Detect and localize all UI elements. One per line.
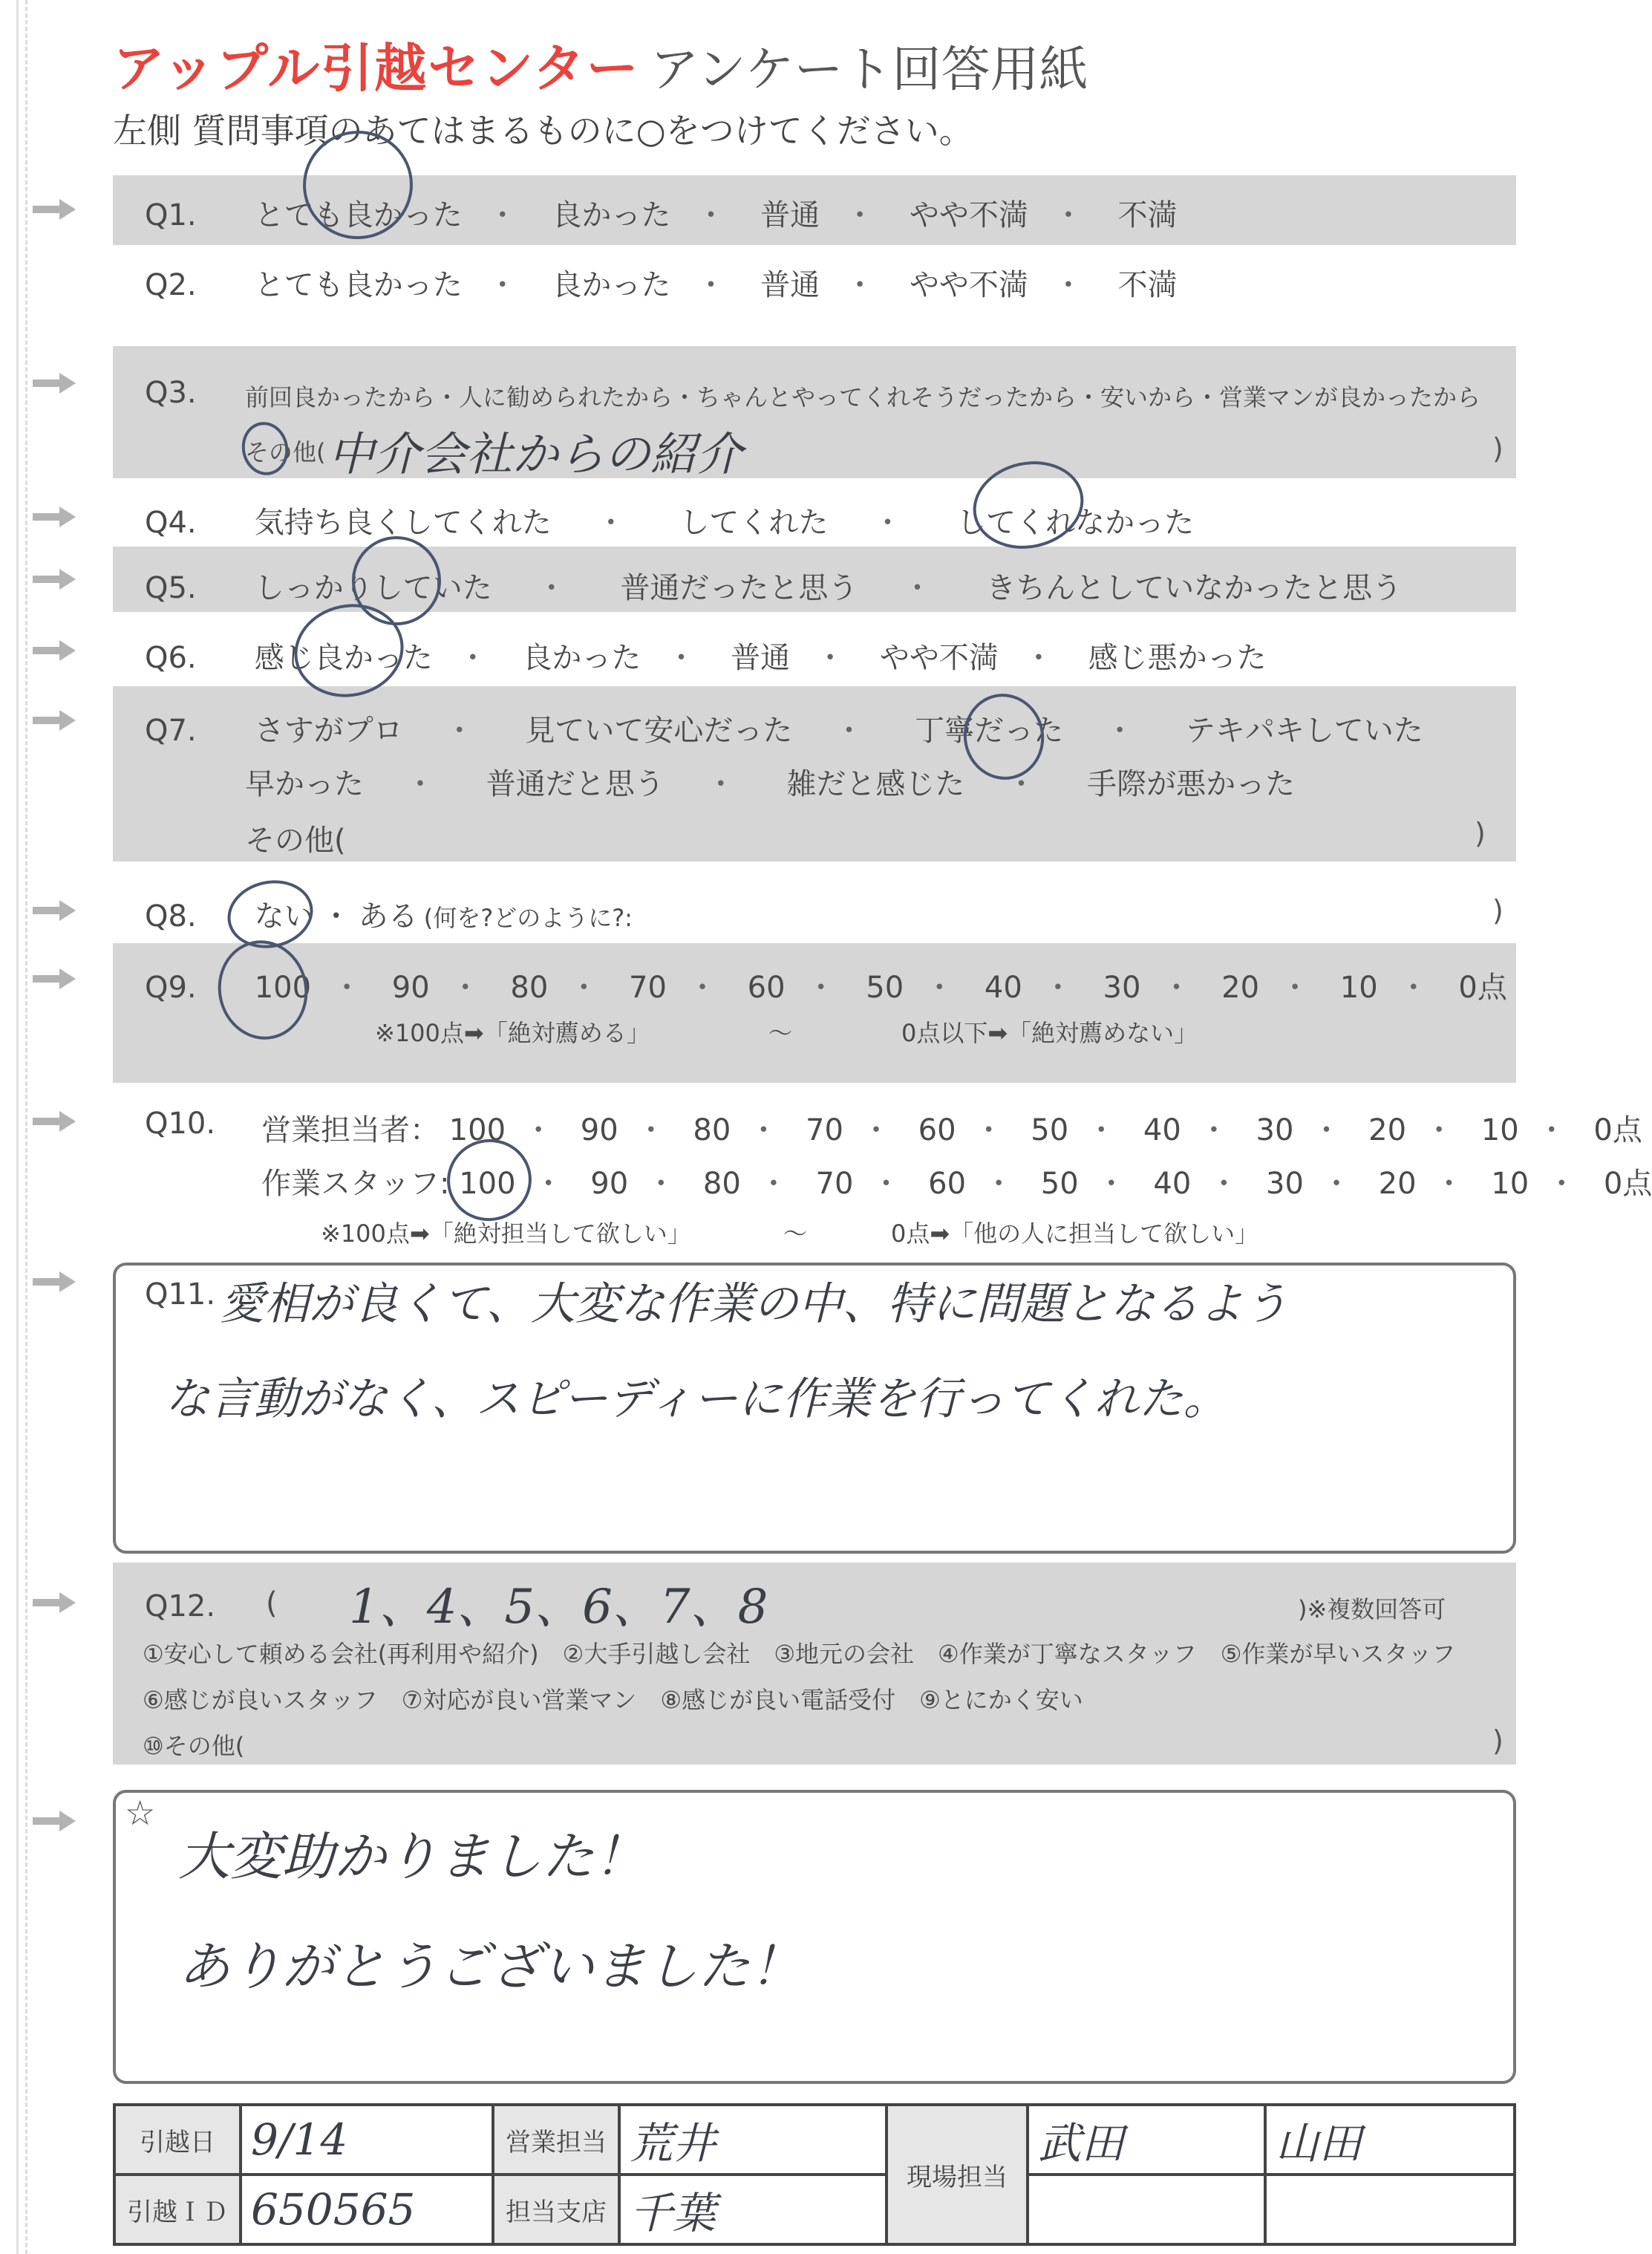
q8-option-yes[interactable]: ある (358, 899, 418, 934)
q8-detail: (何を?どのように?: (423, 904, 633, 932)
q9-score[interactable]: 10 (1339, 971, 1378, 1005)
move-id-label: 引越ＩＤ (114, 2175, 241, 2244)
q7-row-1: Q7. さすがプロ ・ 見ていて安心だった ・ 丁寧だった ・ テキパキしていた (145, 707, 1423, 749)
q10-note-right: 0点➡「他の人に担当して欲しい」 (891, 1219, 1259, 1248)
q6-option[interactable]: 感じ悪かった (1088, 641, 1267, 675)
q10-staff-score[interactable]: 80 (702, 1167, 741, 1201)
q10-sales-score[interactable]: 10 (1480, 1113, 1519, 1147)
arrow-q4-icon (33, 507, 77, 527)
q9-score[interactable]: 80 (510, 971, 549, 1005)
sales-label: 営業担当 (493, 2105, 619, 2175)
q1-option[interactable]: 不満 (1117, 198, 1178, 232)
q9-score[interactable]: 90 (391, 971, 430, 1005)
q7-option[interactable]: テキパキしていた (1185, 714, 1423, 748)
q3-options[interactable]: 前回良かったから・人に勧められたから・ちゃんとやってくれそうだったから・安いから・営業マンが良かったから (245, 383, 1481, 411)
q2-option[interactable]: 不満 (1117, 268, 1178, 302)
q10-sales-score[interactable]: 70 (806, 1113, 843, 1147)
q10-staff-row: 作業スタッフ: 100 ・ 90 ・ 80 ・ 70 ・ 60 ・ 50 ・ 40 ・ 30 ・ 20 ・ 10 ・ 0点 (261, 1160, 1652, 1202)
q10-sales-score[interactable]: 20 (1368, 1113, 1407, 1147)
q10-staff-score[interactable]: 60 (928, 1167, 967, 1201)
q12-options-line-1[interactable]: ①安心して頼める会社(再利用や紹介) ②大手引越し会社 ③地元の会社 ④作業が丁寧なスタッフ ⑤作業が早いスタッフ (143, 1640, 1456, 1668)
q9-score[interactable]: 50 (866, 971, 904, 1005)
q10-staff-score[interactable]: 30 (1266, 1167, 1304, 1201)
q10-staff-label: 作業スタッフ: (261, 1167, 450, 1201)
arrow-q9-icon (33, 968, 77, 989)
q9-score[interactable]: 0点 (1458, 971, 1507, 1005)
q10-sales-score[interactable]: 100 (448, 1113, 506, 1147)
arrow-q7-icon (33, 710, 77, 731)
q9-label: Q9. (145, 971, 197, 1005)
q7-option[interactable]: 手際が悪かった (1087, 767, 1296, 801)
q6-option[interactable]: 感じ良かった (254, 641, 433, 675)
q1-row: Q1. とても良かった ・ 良かった ・ 普通 ・ やや不満 ・ 不満 (145, 192, 1178, 234)
branch-label: 担当支店 (493, 2175, 619, 2244)
q8-option-no[interactable]: ない (254, 899, 314, 934)
q6-label: Q6. (145, 641, 197, 675)
site-extra-2[interactable] (1265, 2175, 1515, 2244)
comment-line-1[interactable]: 大変助かりました！ (178, 1826, 646, 1887)
q1-option[interactable]: 良かった (552, 198, 671, 232)
q11-label: Q11. (145, 1277, 216, 1312)
q9-score[interactable]: 100 (254, 971, 312, 1005)
q7-option[interactable]: 丁寧だった (915, 714, 1064, 748)
q9-score[interactable]: 20 (1221, 971, 1260, 1005)
q6-row: Q6. 感じ良かった ・ 良かった ・ 普通 ・ やや不満 ・ 感じ悪かった (145, 634, 1267, 677)
arrow-q3-icon (33, 373, 77, 394)
q10-staff-score[interactable]: 90 (590, 1167, 629, 1201)
q10-staff-score[interactable]: 50 (1040, 1167, 1079, 1201)
q5-option[interactable]: 普通だったと思う (620, 571, 858, 605)
q4-option[interactable]: 気持ち良くしてくれた (254, 506, 552, 540)
q2-option[interactable]: とても良かった (254, 268, 463, 302)
q12-answer[interactable]: 1、4、5、6、7、8 (349, 1580, 768, 1635)
q7-option[interactable]: さすがプロ (254, 714, 403, 748)
q6-option[interactable]: 普通 (731, 641, 791, 675)
q10-sales-score[interactable]: 80 (693, 1113, 731, 1147)
arrow-q5-icon (33, 569, 77, 590)
brand-name: アップル引越センター (113, 38, 640, 99)
footer-table (113, 2103, 1516, 2246)
q5-option[interactable]: しっかりしていた (254, 571, 492, 605)
q7-label: Q7. (145, 714, 197, 748)
site-label: 現場担当 (887, 2105, 1028, 2244)
q9-row: Q9. 100 ・ 90 ・ 80 ・ 70 ・ 60 ・ 50 ・ 40 ・ 30 ・ 20 ・ 10 ・ 0点 (145, 964, 1507, 1006)
instruction-text: 左側 質問事項のあてはまるものに○をつけてください。 (113, 111, 973, 151)
site-value-1[interactable]: 武田 (1028, 2105, 1265, 2175)
q4-option[interactable]: してくれなかった (956, 506, 1195, 540)
q2-row: Q2. とても良かった ・ 良かった ・ 普通 ・ やや不満 ・ 不満 (145, 261, 1178, 304)
q10-staff-score[interactable]: 0点 (1603, 1167, 1652, 1201)
q1-option[interactable]: とても良かった (254, 198, 463, 232)
q12-label: Q12. (145, 1589, 216, 1623)
q7-option[interactable]: 普通だと思う (486, 767, 665, 801)
q10-note-mid: 〜 (783, 1219, 808, 1248)
binder-perforation (25, 0, 27, 2254)
q10-sales-score[interactable]: 60 (918, 1113, 956, 1147)
arrow-q1-icon (33, 199, 77, 220)
star-icon: ☆ (125, 1793, 156, 1833)
q5-option[interactable]: きちんとしていなかったと思う (986, 571, 1403, 605)
q7-row-2: 早かった ・ 普通だと思う ・ 雑だと感じた ・ 手際が悪かった (245, 760, 1295, 803)
q3-other-label: その他( (245, 438, 326, 466)
q2-option[interactable]: 普通 (760, 268, 820, 302)
move-id-value[interactable]: 650565 (241, 2175, 493, 2244)
q8-label: Q8. (145, 899, 197, 934)
q10-label: Q10. (145, 1107, 216, 1141)
q8-row (145, 893, 633, 935)
page-title (113, 27, 1088, 102)
q9-score[interactable]: 40 (984, 971, 1022, 1005)
q1-label: Q1. (145, 198, 197, 232)
site-value-2[interactable]: 山田 (1265, 2105, 1515, 2175)
q4-row: Q4. 気持ち良くしてくれた ・ してくれた ・ してくれなかった (145, 499, 1194, 541)
q12-close-note: )※複数回答可 (1298, 1595, 1446, 1623)
move-date-value[interactable]: 9/14 (241, 2105, 493, 2175)
q7-other-close: ) (1475, 817, 1486, 850)
site-extra-1[interactable] (1028, 2175, 1265, 2244)
q7-option[interactable]: 見ていて安心だった (525, 714, 793, 748)
q12-open: ( (266, 1586, 278, 1621)
q10-staff-score[interactable]: 100 (459, 1167, 516, 1201)
q11-answer-line-2[interactable]: な言動がなく、スピーディーに作業を行ってくれた。 (165, 1373, 1228, 1425)
arrow-q12-icon (33, 1592, 77, 1613)
q10-sales-score[interactable]: 30 (1256, 1113, 1294, 1147)
q12-options-line-2[interactable]: ⑥感じが良いスタッフ ⑦対応が良い営業マン ⑧感じが良い電話受付 ⑨とにかく安い (143, 1686, 1083, 1714)
q9-score[interactable]: 30 (1103, 971, 1141, 1005)
q2-label: Q2. (145, 268, 197, 302)
q10-staff-score[interactable]: 40 (1153, 1167, 1192, 1201)
q10-sales-score[interactable]: 40 (1143, 1113, 1181, 1147)
q3-other-close: ) (1492, 432, 1504, 465)
q10-sales-score[interactable]: 50 (1031, 1113, 1069, 1147)
comment-line-2[interactable]: ありがとうございました！ (178, 1936, 802, 1997)
q10-sales-row: 営業担当者： 100 ・ 90 ・ 80 ・ 70 ・ 60 ・ 50 ・ 40 ・ 30 ・ 20 ・ 10 ・ 0点 (261, 1107, 1642, 1149)
q10-staff-score[interactable]: 70 (815, 1167, 854, 1201)
q2-option[interactable]: 良かった (552, 268, 671, 302)
form-name: アンケート回答用紙 (650, 41, 1088, 98)
binder-edge (16, 0, 19, 2254)
q10-sales-label: 営業担当者： (261, 1113, 440, 1147)
q4-label: Q4. (145, 506, 197, 540)
q8-close: ) (1492, 894, 1504, 927)
q1-option[interactable]: 普通 (760, 198, 820, 232)
sales-value[interactable]: 荒井 (619, 2105, 887, 2175)
q7-option[interactable]: 早かった (245, 767, 364, 801)
q10-note-left: ※100点➡「絶対担当して欲しい」 (321, 1219, 691, 1248)
q7-option[interactable]: 雑だと感じた (786, 767, 965, 801)
q9-note-mid: 〜 (768, 1019, 793, 1047)
q12-other-label: ⑩その他( (143, 1732, 245, 1760)
arrow-q10-icon (33, 1111, 77, 1132)
q9-note-right: 0点以下➡「絶対薦めない」 (901, 1019, 1198, 1047)
q6-option[interactable]: 良かった (522, 641, 641, 675)
arrow-comment-icon (33, 1811, 77, 1831)
q5-label: Q5. (145, 571, 197, 605)
q4-option[interactable]: してくれた (679, 506, 829, 540)
q6-option[interactable]: やや不満 (879, 641, 999, 675)
q3-other-answer[interactable]: 中介会社からの紹介 (328, 427, 743, 481)
q11-answer-line-1[interactable]: 愛相が良くて、大変な作業の中、特に問題となるよう (220, 1278, 1288, 1330)
q10-sales-score[interactable]: 90 (580, 1113, 618, 1147)
q9-score[interactable]: 60 (747, 971, 786, 1005)
q3-label: Q3. (145, 376, 197, 410)
move-date-label: 引越日 (114, 2105, 241, 2175)
q1-option[interactable]: やや不満 (909, 198, 1028, 232)
q8-dot: ・ (321, 899, 351, 934)
q9-score[interactable]: 70 (629, 971, 667, 1005)
q10-staff-score[interactable]: 10 (1491, 1167, 1529, 1201)
arrow-q11-icon (33, 1271, 77, 1292)
q9-note-left: ※100点➡「絶対薦める」 (375, 1019, 650, 1047)
q5-row: Q5. しっかりしていた ・ 普通だったと思う ・ きちんとしていなかったと思う (145, 564, 1402, 607)
q12-other-close: ) (1492, 1724, 1504, 1757)
branch-value[interactable]: 千葉 (619, 2175, 887, 2244)
q10-sales-score[interactable]: 0点 (1593, 1113, 1642, 1147)
q2-option[interactable]: やや不満 (909, 268, 1028, 302)
arrow-q6-icon (33, 640, 77, 661)
arrow-q8-icon (33, 900, 77, 921)
q7-other-label: その他( (245, 824, 346, 858)
q10-staff-score[interactable]: 20 (1378, 1167, 1417, 1201)
